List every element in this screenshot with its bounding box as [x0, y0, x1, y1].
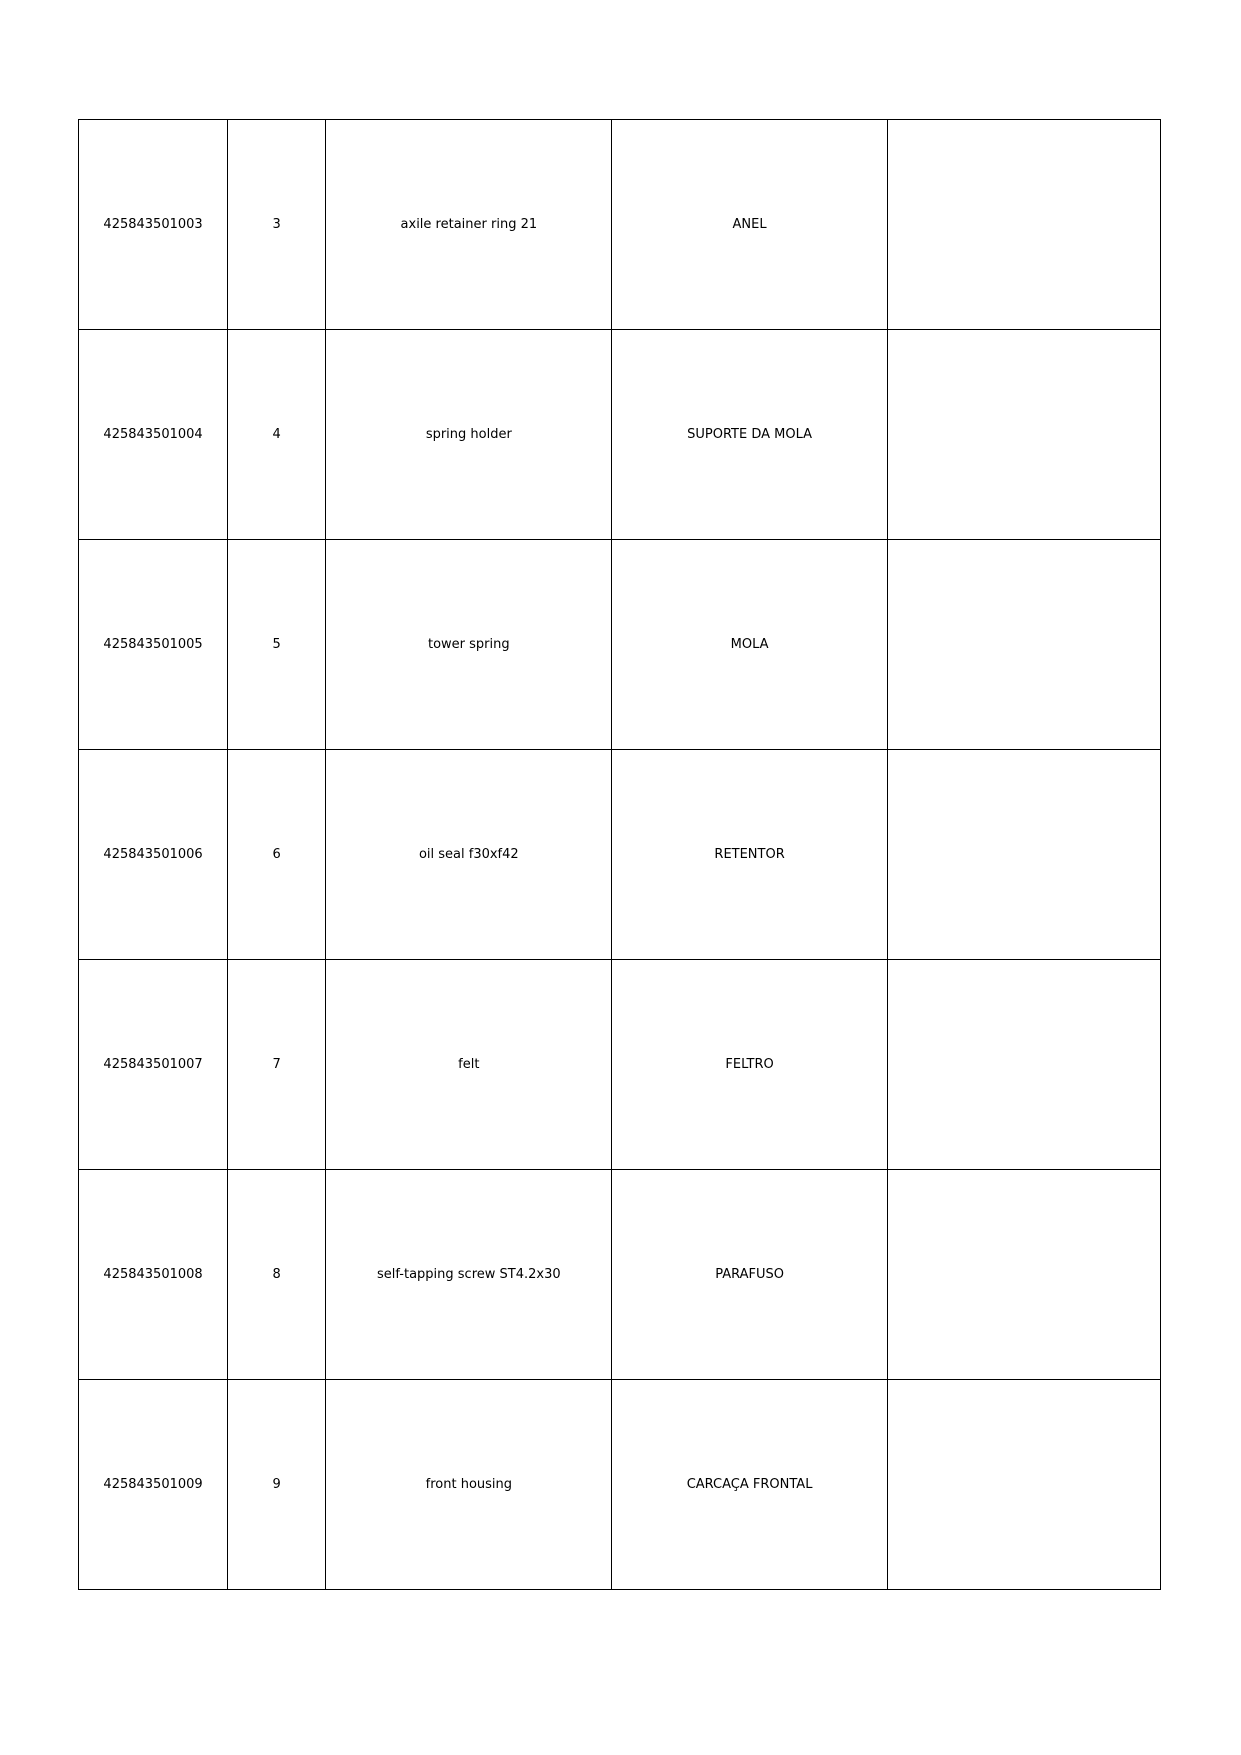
parts-table — [78, 119, 1161, 1590]
position-number-cell: 8 — [228, 1170, 326, 1380]
english-description-cell: tower spring — [326, 540, 612, 750]
table-row — [79, 1170, 1161, 1380]
english-description-cell: axile retainer ring 21 — [326, 120, 612, 330]
part-code-cell: 425843501009 — [79, 1380, 228, 1590]
table-row — [79, 750, 1161, 960]
position-number-cell: 9 — [228, 1380, 326, 1590]
portuguese-description-cell: CARCAÇA FRONTAL — [612, 1380, 887, 1590]
table-row — [79, 540, 1161, 750]
note-cell — [887, 960, 1160, 1170]
part-code-cell: 425843501007 — [79, 960, 228, 1170]
table-row — [79, 960, 1161, 1170]
note-cell — [887, 750, 1160, 960]
position-number-cell: 7 — [228, 960, 326, 1170]
part-code-cell: 425843501006 — [79, 750, 228, 960]
note-cell — [887, 1170, 1160, 1380]
position-number-cell: 4 — [228, 330, 326, 540]
note-cell — [887, 330, 1160, 540]
part-code-cell: 425843501008 — [79, 1170, 228, 1380]
portuguese-description-cell: MOLA — [612, 540, 887, 750]
portuguese-description-cell: FELTRO — [612, 960, 887, 1170]
english-description-cell: felt — [326, 960, 612, 1170]
note-cell — [887, 540, 1160, 750]
table-row — [79, 330, 1161, 540]
portuguese-description-cell: PARAFUSO — [612, 1170, 887, 1380]
position-number-cell: 6 — [228, 750, 326, 960]
english-description-cell: self-tapping screw ST4.2x30 — [326, 1170, 612, 1380]
note-cell — [887, 1380, 1160, 1590]
note-cell — [887, 120, 1160, 330]
portuguese-description-cell: SUPORTE DA MOLA — [612, 330, 887, 540]
part-code-cell: 425843501005 — [79, 540, 228, 750]
english-description-cell: oil seal f30xf42 — [326, 750, 612, 960]
english-description-cell: spring holder — [326, 330, 612, 540]
english-description-cell: front housing — [326, 1380, 612, 1590]
part-code-cell: 425843501003 — [79, 120, 228, 330]
position-number-cell: 5 — [228, 540, 326, 750]
table-row — [79, 1380, 1161, 1590]
portuguese-description-cell: ANEL — [612, 120, 887, 330]
position-number-cell: 3 — [228, 120, 326, 330]
table-row — [79, 120, 1161, 330]
portuguese-description-cell: RETENTOR — [612, 750, 887, 960]
part-code-cell: 425843501004 — [79, 330, 228, 540]
